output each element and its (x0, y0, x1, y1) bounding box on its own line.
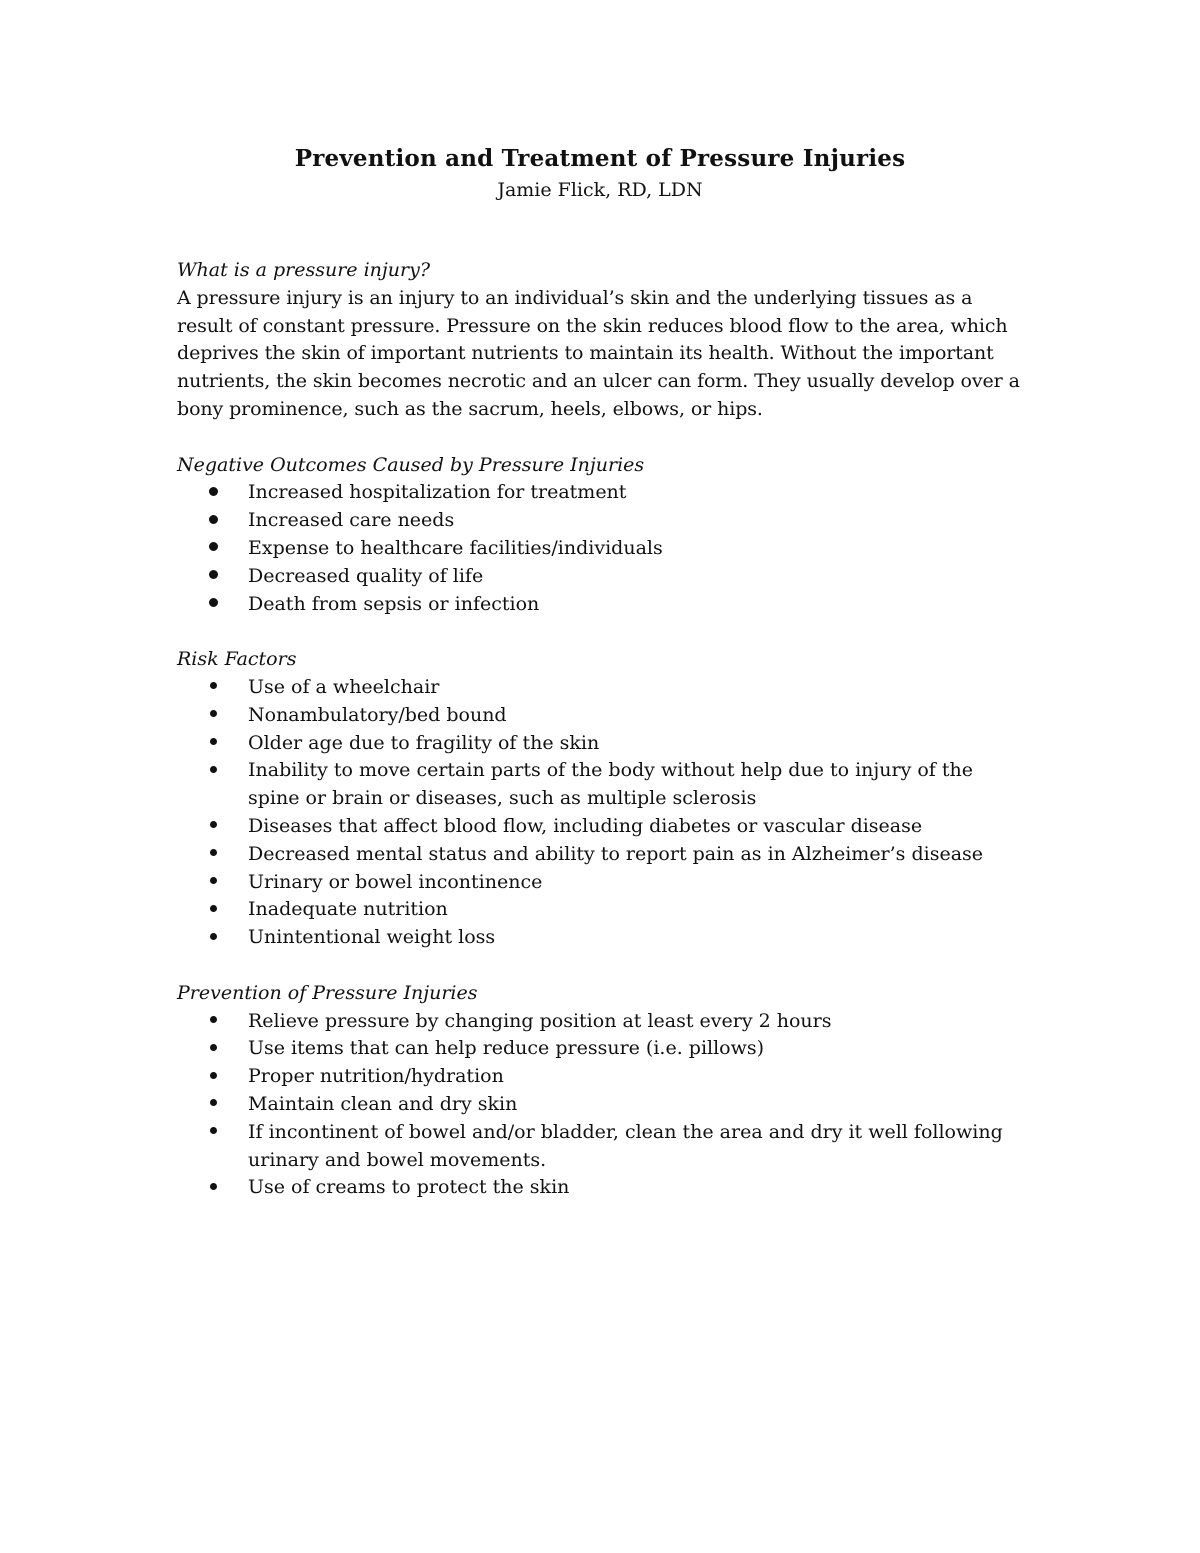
section-negative-outcomes (177, 452, 1027, 619)
bullet-icon (203, 1063, 223, 1091)
list-item-text: Decreased mental status and ability to report pain as in Alzheimer’s disease (248, 842, 984, 865)
section-paragraph: A pressure injury is an injury to an individual’s skin and the underlying tissues as a result of constant pressure. Pressure on the skin reduces blood flow to the area, which deprives the skin of important nutrients to maintain its health. Without the important nutrients, the skin becomes necrotic and an ulcer can form. They usually develop over a bony prominence, such as the sacrum, heels, elbows, or hips. (177, 286, 1020, 420)
bullet-icon (203, 1008, 223, 1036)
list-item-text: Increased hospitalization for treatment (248, 481, 627, 504)
list-item (177, 869, 1027, 897)
list-item-text: Use of creams to protect the skin (248, 1176, 570, 1199)
list-item (177, 1035, 1027, 1063)
section-heading: Risk Factors (177, 648, 297, 671)
list-item-text: Expense to healthcare facilities/individuals (248, 536, 663, 559)
list-item (177, 1091, 1027, 1119)
list-item (177, 507, 1027, 535)
bullet-icon (203, 813, 223, 841)
bullet-icon (203, 535, 223, 563)
bullet-icon (203, 924, 223, 952)
list-item (177, 674, 1027, 702)
list-item-text: Decreased quality of life (248, 564, 484, 587)
bullet-icon (203, 841, 223, 869)
list-item (177, 841, 1027, 869)
document-body (177, 257, 1027, 1202)
bullet-icon (203, 563, 223, 591)
document-author: Jamie Flick, RD, LDN (497, 179, 703, 201)
list-item (177, 924, 1027, 952)
list-item (177, 730, 1027, 758)
section-heading: What is a pressure injury? (177, 259, 431, 281)
list-item-text: Proper nutrition/hydration (248, 1065, 504, 1088)
list-item-text: Unintentional weight loss (248, 926, 496, 949)
bullet-icon (203, 674, 223, 702)
list-item (177, 1174, 1027, 1202)
list-item (177, 1063, 1027, 1091)
list-item (177, 535, 1027, 563)
section-prevention (177, 980, 1027, 1202)
bullet-icon (203, 1119, 223, 1147)
list-item-text: Use of a wheelchair (248, 675, 440, 698)
bullet-icon (203, 1035, 223, 1063)
section-risk-factors (177, 646, 1027, 952)
section-heading: Negative Outcomes Caused by Pressure Injuries (177, 453, 645, 476)
section-heading: Prevention of Pressure Injuries (177, 981, 478, 1004)
bullet-icon (203, 591, 223, 619)
list-item-text: Relieve pressure by changing position at least every 2 hours (248, 1009, 832, 1032)
list-item-text: Inadequate nutrition (248, 898, 448, 921)
bullet-icon (203, 869, 223, 897)
list-item (177, 896, 1027, 924)
list-item-text: Inability to move certain parts of the body without help due to injury of the spine or brain or diseases, such as multiple sclerosis (248, 759, 973, 810)
list-item-text: Urinary or bowel incontinence (248, 870, 543, 893)
list-item (177, 563, 1027, 591)
bullet-icon (203, 757, 223, 785)
list-item (177, 757, 1027, 813)
bullet-icon (203, 730, 223, 758)
bullet-list (177, 479, 1027, 618)
bullet-icon (203, 1091, 223, 1119)
list-item-text: Diseases that affect blood flow, including diabetes or vascular disease (248, 814, 923, 837)
list-item (177, 702, 1027, 730)
list-item (177, 813, 1027, 841)
list-item-text: Older age due to fragility of the skin (248, 731, 600, 754)
list-item (177, 591, 1027, 619)
list-item-text: Death from sepsis or infection (248, 592, 540, 615)
list-item (177, 1119, 1027, 1175)
list-item-text: If incontinent of bowel and/or bladder, clean the area and dry it well following urinary and bowel movements. (248, 1120, 1003, 1171)
bullet-list (177, 674, 1027, 952)
bullet-icon (203, 479, 223, 507)
bullet-list (177, 1008, 1027, 1203)
list-item (177, 1008, 1027, 1036)
section-what-is (177, 257, 1027, 424)
bullet-icon (203, 507, 223, 535)
list-item-text: Increased care needs (248, 509, 455, 532)
bullet-icon (203, 702, 223, 730)
document-title: Prevention and Treatment of Pressure Injuries (294, 145, 906, 172)
list-item-text: Nonambulatory/bed bound (248, 703, 507, 726)
bullet-icon (203, 1174, 223, 1202)
list-item-text: Maintain clean and dry skin (248, 1092, 518, 1115)
bullet-icon (203, 896, 223, 924)
list-item-text: Use items that can help reduce pressure (i.e. pillows) (248, 1037, 765, 1060)
list-item (177, 479, 1027, 507)
